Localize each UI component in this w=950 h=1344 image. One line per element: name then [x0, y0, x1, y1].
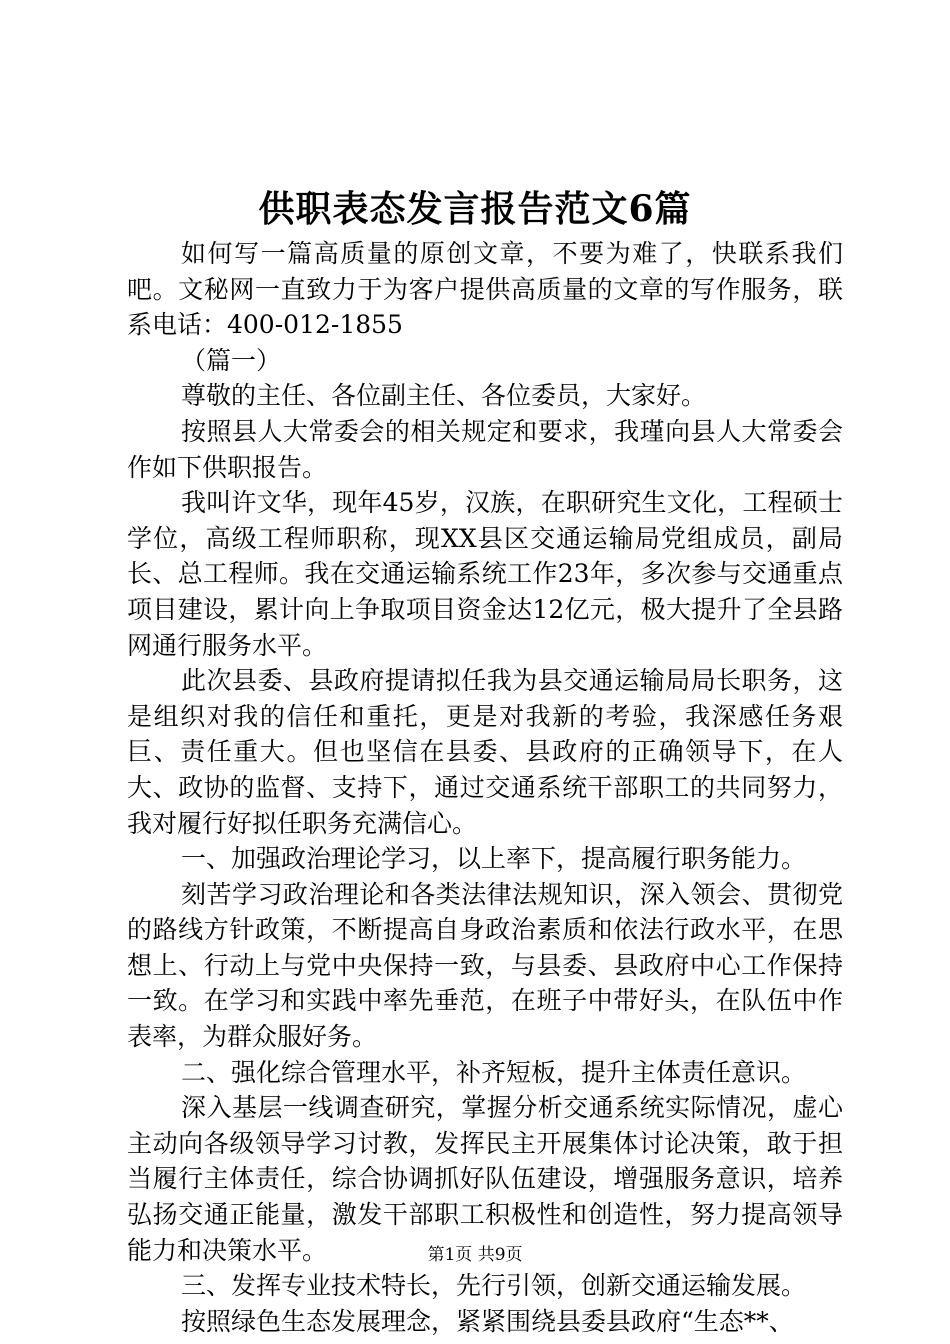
paragraph-section-label: （篇一） — [181, 345, 282, 375]
document-title: 供职表态发言报告范文6篇 — [258, 188, 692, 230]
paragraph-point-three: 按照绿色生态发展理念，紧紧围绕县委县政府“生态**、 — [181, 1306, 794, 1336]
paragraph-appointment: 此次县委、县政府提请拟任我为县交通运输局局长职务，这是组织对我的信任和重托，更是对我新的考验，我深感任务艰巨、责任重大。但也坚信在县委、县政府的正确领导下，在人大、政协的监督、支持下，通过交通系统干部职工的共同努力，我对履行好拟任职务充满信心。 — [127, 666, 843, 838]
page-footer: 第1页 共9页 — [427, 1245, 523, 1265]
heading-point-three: 三、发挥专业技术特长，先行引领，创新交通运输发展。 — [181, 1271, 807, 1301]
heading-point-one: 一、加强政治理论学习，以上率下，提高履行职务能力。 — [181, 844, 807, 874]
paragraph-greeting: 尊敬的主任、各位副主任、各位委员，大家好。 — [181, 381, 707, 411]
heading-point-two: 二、强化综合管理水平，补齐短板，提升主体责任意识。 — [181, 1057, 807, 1087]
paragraph-self-intro: 我叫许文华，现年45岁，汉族，在职研究生文化，工程硕士学位，高级工程师职称，现XX县区交通运输局党组成员，副局长、总工程师。我在交通运输系统工作23年，多次参与交通重点项目建设，累计向上争取项目资金达12亿元，极大提升了全县路网通行服务水平。 — [127, 488, 843, 660]
paragraph-point-one: 刻苦学习政治理论和各类法律法规知识，深入领会、贯彻党的路线方针政策，不断提高自身政治素质和依法行政水平，在思想上、行动上与党中央保持一致，与县委、县政府中心工作保持一致。在学习和实践中率先垂范，在班子中带好头，在队伍中作表率，为群众服好务。 — [127, 879, 843, 1052]
paragraph-intro: 如何写一篇高质量的原创文章，不要为难了，快联系我们吧。文秘网一直致力于为客户提供高质量的文章的写作服务，联系电话：400-012-1855 — [127, 239, 843, 340]
document-body — [127, 236, 843, 1339]
paragraph-point-two: 深入基层一线调查研究，掌握分析交通系统实际情况，虚心主动向各级领导学习讨教，发挥民主开展集体讨论决策，敢于担当履行主体责任，综合协调抓好队伍建设，增强服务意识，培养弘扬交通正能量，激发干部职工积极性和创造性，努力提高领导能力和决策水平。 — [127, 1093, 843, 1265]
paragraph-opening: 按照县人大常委会的相关规定和要求，我瑾向县人大常委会作如下供职报告。 — [127, 416, 843, 482]
